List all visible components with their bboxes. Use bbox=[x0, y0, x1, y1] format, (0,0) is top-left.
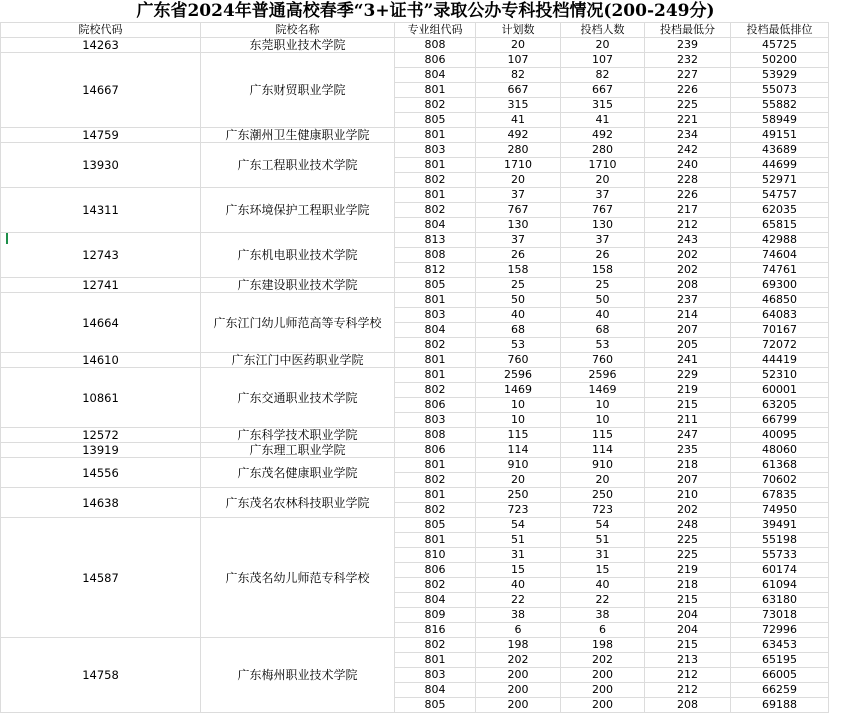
plan-count-cell[interactable]: 50 bbox=[476, 293, 561, 308]
school-code-cell[interactable]: 14263 bbox=[1, 38, 201, 53]
min-score-cell[interactable]: 218 bbox=[645, 458, 731, 473]
min-score-cell[interactable]: 241 bbox=[645, 353, 731, 368]
group-code-cell[interactable]: 801 bbox=[395, 83, 476, 98]
min-score-cell[interactable]: 213 bbox=[645, 653, 731, 668]
table-row bbox=[1, 368, 829, 383]
header-admitted-count[interactable]: 投档人数 bbox=[561, 23, 645, 38]
school-code-cell[interactable]: 14638 bbox=[1, 488, 201, 518]
school-name-cell[interactable]: 广东交通职业技术学院 bbox=[201, 368, 395, 428]
admitted-count-cell[interactable]: 20 bbox=[561, 38, 645, 53]
min-score-cell[interactable]: 208 bbox=[645, 698, 731, 713]
admitted-count-cell[interactable]: 767 bbox=[561, 203, 645, 218]
table-row bbox=[1, 143, 829, 158]
min-score-cell[interactable]: 207 bbox=[645, 323, 731, 338]
plan-count-cell[interactable]: 20 bbox=[476, 473, 561, 488]
min-score-cell[interactable]: 214 bbox=[645, 308, 731, 323]
min-rank-cell[interactable]: 63180 bbox=[731, 593, 829, 608]
plan-count-cell[interactable]: 40 bbox=[476, 308, 561, 323]
group-code-cell[interactable]: 806 bbox=[395, 563, 476, 578]
admitted-count-cell[interactable]: 910 bbox=[561, 458, 645, 473]
group-code-cell[interactable]: 801 bbox=[395, 128, 476, 143]
admitted-count-cell[interactable]: 667 bbox=[561, 83, 645, 98]
min-score-cell[interactable]: 225 bbox=[645, 533, 731, 548]
plan-count-cell[interactable]: 1469 bbox=[476, 383, 561, 398]
min-score-cell[interactable]: 202 bbox=[645, 248, 731, 263]
min-score-cell[interactable]: 219 bbox=[645, 383, 731, 398]
min-rank-cell[interactable]: 60001 bbox=[731, 383, 829, 398]
header-plan-count[interactable]: 计划数 bbox=[476, 23, 561, 38]
admitted-count-cell[interactable]: 53 bbox=[561, 338, 645, 353]
group-code-cell[interactable]: 801 bbox=[395, 293, 476, 308]
min-score-cell[interactable]: 242 bbox=[645, 143, 731, 158]
min-rank-cell[interactable]: 53929 bbox=[731, 68, 829, 83]
group-code-cell[interactable]: 801 bbox=[395, 653, 476, 668]
header-group-code[interactable]: 专业组代码 bbox=[395, 23, 476, 38]
min-rank-cell[interactable]: 73018 bbox=[731, 608, 829, 623]
min-score-cell[interactable]: 225 bbox=[645, 98, 731, 113]
admitted-count-cell[interactable]: 202 bbox=[561, 653, 645, 668]
admitted-count-cell[interactable]: 31 bbox=[561, 548, 645, 563]
group-code-cell[interactable]: 801 bbox=[395, 188, 476, 203]
school-name-cell[interactable]: 广东工程职业技术学院 bbox=[201, 143, 395, 188]
min-rank-cell[interactable]: 44419 bbox=[731, 353, 829, 368]
min-score-cell[interactable]: 217 bbox=[645, 203, 731, 218]
min-rank-cell[interactable]: 69300 bbox=[731, 278, 829, 293]
group-code-cell[interactable]: 802 bbox=[395, 503, 476, 518]
group-code-cell[interactable]: 809 bbox=[395, 608, 476, 623]
admitted-count-cell[interactable]: 82 bbox=[561, 68, 645, 83]
group-code-cell[interactable]: 801 bbox=[395, 458, 476, 473]
min-score-cell[interactable]: 204 bbox=[645, 608, 731, 623]
min-score-cell[interactable]: 232 bbox=[645, 53, 731, 68]
school-code-cell[interactable]: 14667 bbox=[1, 53, 201, 128]
page-title: 广东省2024年普通高校春季“3+证书”录取公办专科投档情况(200-249分) bbox=[136, 1, 715, 21]
group-code-cell[interactable]: 802 bbox=[395, 383, 476, 398]
school-name-cell[interactable]: 广东茂名幼儿师范专科学校 bbox=[201, 518, 395, 638]
group-code-cell[interactable]: 803 bbox=[395, 143, 476, 158]
min-score-cell[interactable]: 227 bbox=[645, 68, 731, 83]
admitted-count-cell[interactable]: 200 bbox=[561, 683, 645, 698]
admitted-count-cell[interactable]: 10 bbox=[561, 398, 645, 413]
min-rank-cell[interactable]: 72996 bbox=[731, 623, 829, 638]
admitted-count-cell[interactable]: 15 bbox=[561, 563, 645, 578]
group-code-cell[interactable]: 805 bbox=[395, 698, 476, 713]
min-score-cell[interactable]: 204 bbox=[645, 623, 731, 638]
admitted-count-cell[interactable]: 41 bbox=[561, 113, 645, 128]
table-row bbox=[1, 638, 829, 653]
admitted-count-cell[interactable]: 25 bbox=[561, 278, 645, 293]
table-row bbox=[1, 458, 829, 473]
min-rank-cell[interactable]: 65815 bbox=[731, 218, 829, 233]
group-code-cell[interactable]: 808 bbox=[395, 38, 476, 53]
plan-count-cell[interactable]: 10 bbox=[476, 413, 561, 428]
school-code-cell[interactable]: 10861 bbox=[1, 368, 201, 428]
table-row bbox=[1, 428, 829, 443]
group-code-cell[interactable]: 804 bbox=[395, 683, 476, 698]
group-code-cell[interactable]: 802 bbox=[395, 578, 476, 593]
plan-count-cell[interactable]: 667 bbox=[476, 83, 561, 98]
plan-count-cell[interactable]: 158 bbox=[476, 263, 561, 278]
min-score-cell[interactable]: 207 bbox=[645, 473, 731, 488]
min-score-cell[interactable]: 205 bbox=[645, 338, 731, 353]
plan-count-cell[interactable]: 202 bbox=[476, 653, 561, 668]
plan-count-cell[interactable]: 26 bbox=[476, 248, 561, 263]
plan-count-cell[interactable]: 198 bbox=[476, 638, 561, 653]
school-code-cell[interactable]: 14587 bbox=[1, 518, 201, 638]
plan-count-cell[interactable]: 10 bbox=[476, 398, 561, 413]
group-code-cell[interactable]: 804 bbox=[395, 323, 476, 338]
admitted-count-cell[interactable]: 37 bbox=[561, 188, 645, 203]
admitted-count-cell[interactable]: 20 bbox=[561, 173, 645, 188]
plan-count-cell[interactable]: 51 bbox=[476, 533, 561, 548]
min-rank-cell[interactable]: 55882 bbox=[731, 98, 829, 113]
admitted-count-cell[interactable]: 280 bbox=[561, 143, 645, 158]
table-row bbox=[1, 233, 829, 248]
school-name-cell[interactable]: 广东茂名健康职业学院 bbox=[201, 458, 395, 488]
min-score-cell[interactable]: 221 bbox=[645, 113, 731, 128]
school-name-cell[interactable]: 广东江门中医药职业学院 bbox=[201, 353, 395, 368]
min-score-cell[interactable]: 218 bbox=[645, 578, 731, 593]
plan-count-cell[interactable]: 115 bbox=[476, 428, 561, 443]
min-rank-cell[interactable]: 66259 bbox=[731, 683, 829, 698]
school-name-cell[interactable]: 广东建设职业技术学院 bbox=[201, 278, 395, 293]
plan-count-cell[interactable]: 54 bbox=[476, 518, 561, 533]
table-row bbox=[1, 353, 829, 368]
plan-count-cell[interactable]: 41 bbox=[476, 113, 561, 128]
min-rank-cell[interactable]: 63453 bbox=[731, 638, 829, 653]
plan-count-cell[interactable]: 22 bbox=[476, 593, 561, 608]
min-rank-cell[interactable]: 52310 bbox=[731, 368, 829, 383]
min-rank-cell[interactable]: 40095 bbox=[731, 428, 829, 443]
min-rank-cell[interactable]: 43689 bbox=[731, 143, 829, 158]
group-code-cell[interactable]: 806 bbox=[395, 398, 476, 413]
min-score-cell[interactable]: 212 bbox=[645, 218, 731, 233]
group-code-cell[interactable]: 813 bbox=[395, 233, 476, 248]
group-code-cell[interactable]: 806 bbox=[395, 443, 476, 458]
table-row bbox=[1, 443, 829, 458]
group-code-cell[interactable]: 803 bbox=[395, 308, 476, 323]
table-row bbox=[1, 53, 829, 68]
group-code-cell[interactable]: 808 bbox=[395, 248, 476, 263]
min-rank-cell[interactable]: 70602 bbox=[731, 473, 829, 488]
admitted-count-cell[interactable]: 130 bbox=[561, 218, 645, 233]
school-name-cell[interactable]: 广东茂名农林科技职业学院 bbox=[201, 488, 395, 518]
min-score-cell[interactable]: 212 bbox=[645, 668, 731, 683]
min-rank-cell[interactable]: 49151 bbox=[731, 128, 829, 143]
group-code-cell[interactable]: 805 bbox=[395, 113, 476, 128]
admitted-count-cell[interactable]: 107 bbox=[561, 53, 645, 68]
school-code-cell[interactable]: 12743 bbox=[1, 233, 201, 278]
admitted-count-cell[interactable]: 1710 bbox=[561, 158, 645, 173]
admitted-count-cell[interactable]: 68 bbox=[561, 323, 645, 338]
group-code-cell[interactable]: 802 bbox=[395, 338, 476, 353]
plan-count-cell[interactable]: 40 bbox=[476, 578, 561, 593]
table-row bbox=[1, 488, 829, 503]
group-code-cell[interactable]: 812 bbox=[395, 263, 476, 278]
min-score-cell[interactable]: 211 bbox=[645, 413, 731, 428]
plan-count-cell[interactable]: 315 bbox=[476, 98, 561, 113]
admitted-count-cell[interactable]: 10 bbox=[561, 413, 645, 428]
min-score-cell[interactable]: 210 bbox=[645, 488, 731, 503]
group-code-cell[interactable]: 804 bbox=[395, 68, 476, 83]
plan-count-cell[interactable]: 200 bbox=[476, 698, 561, 713]
group-code-cell[interactable]: 804 bbox=[395, 218, 476, 233]
school-name-cell[interactable]: 广东理工职业学院 bbox=[201, 443, 395, 458]
min-score-cell[interactable]: 240 bbox=[645, 158, 731, 173]
admitted-count-cell[interactable]: 158 bbox=[561, 263, 645, 278]
min-score-cell[interactable]: 215 bbox=[645, 398, 731, 413]
school-code-cell[interactable]: 12741 bbox=[1, 278, 201, 293]
school-name-cell[interactable]: 广东梅州职业技术学院 bbox=[201, 638, 395, 713]
admitted-count-cell[interactable]: 22 bbox=[561, 593, 645, 608]
min-rank-cell[interactable]: 39491 bbox=[731, 518, 829, 533]
header-school-code[interactable]: 院校代码 bbox=[1, 23, 201, 38]
group-code-cell[interactable]: 801 bbox=[395, 533, 476, 548]
group-code-cell[interactable]: 803 bbox=[395, 668, 476, 683]
group-code-cell[interactable]: 801 bbox=[395, 488, 476, 503]
admitted-count-cell[interactable]: 114 bbox=[561, 443, 645, 458]
min-rank-cell[interactable]: 61094 bbox=[731, 578, 829, 593]
school-code-cell[interactable]: 14311 bbox=[1, 188, 201, 233]
min-score-cell[interactable]: 229 bbox=[645, 368, 731, 383]
plan-count-cell[interactable]: 37 bbox=[476, 233, 561, 248]
school-code-cell[interactable]: 14556 bbox=[1, 458, 201, 488]
admitted-count-cell[interactable]: 250 bbox=[561, 488, 645, 503]
plan-count-cell[interactable]: 37 bbox=[476, 188, 561, 203]
plan-count-cell[interactable]: 68 bbox=[476, 323, 561, 338]
plan-count-cell[interactable]: 20 bbox=[476, 173, 561, 188]
plan-count-cell[interactable]: 280 bbox=[476, 143, 561, 158]
group-code-cell[interactable]: 803 bbox=[395, 413, 476, 428]
plan-count-cell[interactable]: 130 bbox=[476, 218, 561, 233]
group-code-cell[interactable]: 805 bbox=[395, 278, 476, 293]
school-name-cell[interactable]: 广东科学技术职业学院 bbox=[201, 428, 395, 443]
group-code-cell[interactable]: 804 bbox=[395, 593, 476, 608]
admitted-count-cell[interactable]: 198 bbox=[561, 638, 645, 653]
min-score-cell[interactable]: 226 bbox=[645, 83, 731, 98]
min-rank-cell[interactable]: 70167 bbox=[731, 323, 829, 338]
school-name-cell[interactable]: 广东江门幼儿师范高等专科学校 bbox=[201, 293, 395, 353]
table-row bbox=[1, 38, 829, 53]
group-code-cell[interactable]: 802 bbox=[395, 638, 476, 653]
plan-count-cell[interactable]: 53 bbox=[476, 338, 561, 353]
group-code-cell[interactable]: 802 bbox=[395, 173, 476, 188]
school-code-cell[interactable]: 12572 bbox=[1, 428, 201, 443]
min-rank-cell[interactable]: 55733 bbox=[731, 548, 829, 563]
school-name-cell[interactable]: 广东机电职业技术学院 bbox=[201, 233, 395, 278]
school-code-cell[interactable]: 13930 bbox=[1, 143, 201, 188]
min-score-cell[interactable]: 239 bbox=[645, 38, 731, 53]
min-score-cell[interactable]: 243 bbox=[645, 233, 731, 248]
plan-count-cell[interactable]: 114 bbox=[476, 443, 561, 458]
min-score-cell[interactable]: 234 bbox=[645, 128, 731, 143]
plan-count-cell[interactable]: 6 bbox=[476, 623, 561, 638]
group-code-cell[interactable]: 805 bbox=[395, 518, 476, 533]
min-rank-cell[interactable]: 61368 bbox=[731, 458, 829, 473]
plan-count-cell[interactable]: 723 bbox=[476, 503, 561, 518]
min-score-cell[interactable]: 219 bbox=[645, 563, 731, 578]
school-code-cell[interactable]: 14664 bbox=[1, 293, 201, 353]
admitted-count-cell[interactable]: 54 bbox=[561, 518, 645, 533]
plan-count-cell[interactable]: 15 bbox=[476, 563, 561, 578]
school-code-cell[interactable]: 14610 bbox=[1, 353, 201, 368]
group-code-cell[interactable]: 801 bbox=[395, 158, 476, 173]
min-rank-cell[interactable]: 74761 bbox=[731, 263, 829, 278]
admitted-count-cell[interactable]: 200 bbox=[561, 668, 645, 683]
min-rank-cell[interactable]: 74604 bbox=[731, 248, 829, 263]
admitted-count-cell[interactable]: 40 bbox=[561, 578, 645, 593]
min-rank-cell[interactable]: 50200 bbox=[731, 53, 829, 68]
plan-count-cell[interactable]: 910 bbox=[476, 458, 561, 473]
plan-count-cell[interactable]: 760 bbox=[476, 353, 561, 368]
min-rank-cell[interactable]: 58949 bbox=[731, 113, 829, 128]
min-score-cell[interactable]: 208 bbox=[645, 278, 731, 293]
group-code-cell[interactable]: 802 bbox=[395, 473, 476, 488]
table-row bbox=[1, 518, 829, 533]
admitted-count-cell[interactable]: 200 bbox=[561, 698, 645, 713]
admitted-count-cell[interactable]: 38 bbox=[561, 608, 645, 623]
min-rank-cell[interactable]: 66005 bbox=[731, 668, 829, 683]
min-rank-cell[interactable]: 55073 bbox=[731, 83, 829, 98]
group-code-cell[interactable]: 801 bbox=[395, 353, 476, 368]
min-rank-cell[interactable]: 66799 bbox=[731, 413, 829, 428]
plan-count-cell[interactable]: 200 bbox=[476, 668, 561, 683]
admitted-count-cell[interactable]: 40 bbox=[561, 308, 645, 323]
admitted-count-cell[interactable]: 115 bbox=[561, 428, 645, 443]
school-code-cell[interactable]: 14758 bbox=[1, 638, 201, 713]
admitted-count-cell[interactable]: 6 bbox=[561, 623, 645, 638]
min-rank-cell[interactable]: 74950 bbox=[731, 503, 829, 518]
min-score-cell[interactable]: 226 bbox=[645, 188, 731, 203]
group-code-cell[interactable]: 801 bbox=[395, 368, 476, 383]
admitted-count-cell[interactable]: 50 bbox=[561, 293, 645, 308]
min-rank-cell[interactable]: 46850 bbox=[731, 293, 829, 308]
min-rank-cell[interactable]: 52971 bbox=[731, 173, 829, 188]
plan-count-cell[interactable]: 38 bbox=[476, 608, 561, 623]
plan-count-cell[interactable]: 82 bbox=[476, 68, 561, 83]
min-score-cell[interactable]: 228 bbox=[645, 173, 731, 188]
group-code-cell[interactable]: 802 bbox=[395, 98, 476, 113]
admitted-count-cell[interactable]: 723 bbox=[561, 503, 645, 518]
school-name-cell[interactable]: 广东潮州卫生健康职业学院 bbox=[201, 128, 395, 143]
min-rank-cell[interactable]: 63205 bbox=[731, 398, 829, 413]
admitted-count-cell[interactable]: 51 bbox=[561, 533, 645, 548]
plan-count-cell[interactable]: 2596 bbox=[476, 368, 561, 383]
admitted-count-cell[interactable]: 37 bbox=[561, 233, 645, 248]
plan-count-cell[interactable]: 492 bbox=[476, 128, 561, 143]
school-name-cell[interactable]: 广东环境保护工程职业学院 bbox=[201, 188, 395, 233]
school-code-cell[interactable]: 14759 bbox=[1, 128, 201, 143]
plan-count-cell[interactable]: 1710 bbox=[476, 158, 561, 173]
admitted-count-cell[interactable]: 20 bbox=[561, 473, 645, 488]
header-school-name[interactable]: 院校名称 bbox=[201, 23, 395, 38]
plan-count-cell[interactable]: 31 bbox=[476, 548, 561, 563]
min-rank-cell[interactable]: 60174 bbox=[731, 563, 829, 578]
plan-count-cell[interactable]: 200 bbox=[476, 683, 561, 698]
header-min-score[interactable]: 投档最低分 bbox=[645, 23, 731, 38]
table-row bbox=[1, 293, 829, 308]
min-rank-cell[interactable]: 64083 bbox=[731, 308, 829, 323]
min-rank-cell[interactable]: 69188 bbox=[731, 698, 829, 713]
table-row bbox=[1, 128, 829, 143]
group-code-cell[interactable]: 810 bbox=[395, 548, 476, 563]
group-code-cell[interactable]: 808 bbox=[395, 428, 476, 443]
admitted-count-cell[interactable]: 492 bbox=[561, 128, 645, 143]
admitted-count-cell[interactable]: 315 bbox=[561, 98, 645, 113]
plan-count-cell[interactable]: 25 bbox=[476, 278, 561, 293]
admitted-count-cell[interactable]: 2596 bbox=[561, 368, 645, 383]
min-rank-cell[interactable]: 65195 bbox=[731, 653, 829, 668]
min-score-cell[interactable]: 237 bbox=[645, 293, 731, 308]
school-code-cell[interactable]: 13919 bbox=[1, 443, 201, 458]
min-rank-cell[interactable]: 55198 bbox=[731, 533, 829, 548]
min-score-cell[interactable]: 247 bbox=[645, 428, 731, 443]
min-rank-cell[interactable]: 45725 bbox=[731, 38, 829, 53]
min-rank-cell[interactable]: 48060 bbox=[731, 443, 829, 458]
min-score-cell[interactable]: 215 bbox=[645, 593, 731, 608]
plan-count-cell[interactable]: 767 bbox=[476, 203, 561, 218]
group-code-cell[interactable]: 806 bbox=[395, 53, 476, 68]
min-score-cell[interactable]: 212 bbox=[645, 683, 731, 698]
min-score-cell[interactable]: 202 bbox=[645, 503, 731, 518]
school-name-cell[interactable]: 广东财贸职业学院 bbox=[201, 53, 395, 128]
min-score-cell[interactable]: 215 bbox=[645, 638, 731, 653]
group-code-cell[interactable]: 816 bbox=[395, 623, 476, 638]
min-score-cell[interactable]: 225 bbox=[645, 548, 731, 563]
min-rank-cell[interactable]: 42988 bbox=[731, 233, 829, 248]
plan-count-cell[interactable]: 250 bbox=[476, 488, 561, 503]
admitted-count-cell[interactable]: 26 bbox=[561, 248, 645, 263]
header-row bbox=[1, 23, 829, 38]
min-score-cell[interactable]: 248 bbox=[645, 518, 731, 533]
admission-table bbox=[0, 22, 829, 713]
plan-count-cell[interactable]: 20 bbox=[476, 38, 561, 53]
admitted-count-cell[interactable]: 1469 bbox=[561, 383, 645, 398]
min-rank-cell[interactable]: 67835 bbox=[731, 488, 829, 503]
admitted-count-cell[interactable]: 760 bbox=[561, 353, 645, 368]
min-rank-cell[interactable]: 62035 bbox=[731, 203, 829, 218]
plan-count-cell[interactable]: 107 bbox=[476, 53, 561, 68]
min-rank-cell[interactable]: 54757 bbox=[731, 188, 829, 203]
table-row bbox=[1, 188, 829, 203]
table-row bbox=[1, 278, 829, 293]
min-score-cell[interactable]: 202 bbox=[645, 263, 731, 278]
school-name-cell[interactable]: 东莞职业技术学院 bbox=[201, 38, 395, 53]
min-score-cell[interactable]: 235 bbox=[645, 443, 731, 458]
min-rank-cell[interactable]: 72072 bbox=[731, 338, 829, 353]
min-rank-cell[interactable]: 44699 bbox=[731, 158, 829, 173]
header-min-rank[interactable]: 投档最低排位 bbox=[731, 23, 829, 38]
group-code-cell[interactable]: 802 bbox=[395, 203, 476, 218]
